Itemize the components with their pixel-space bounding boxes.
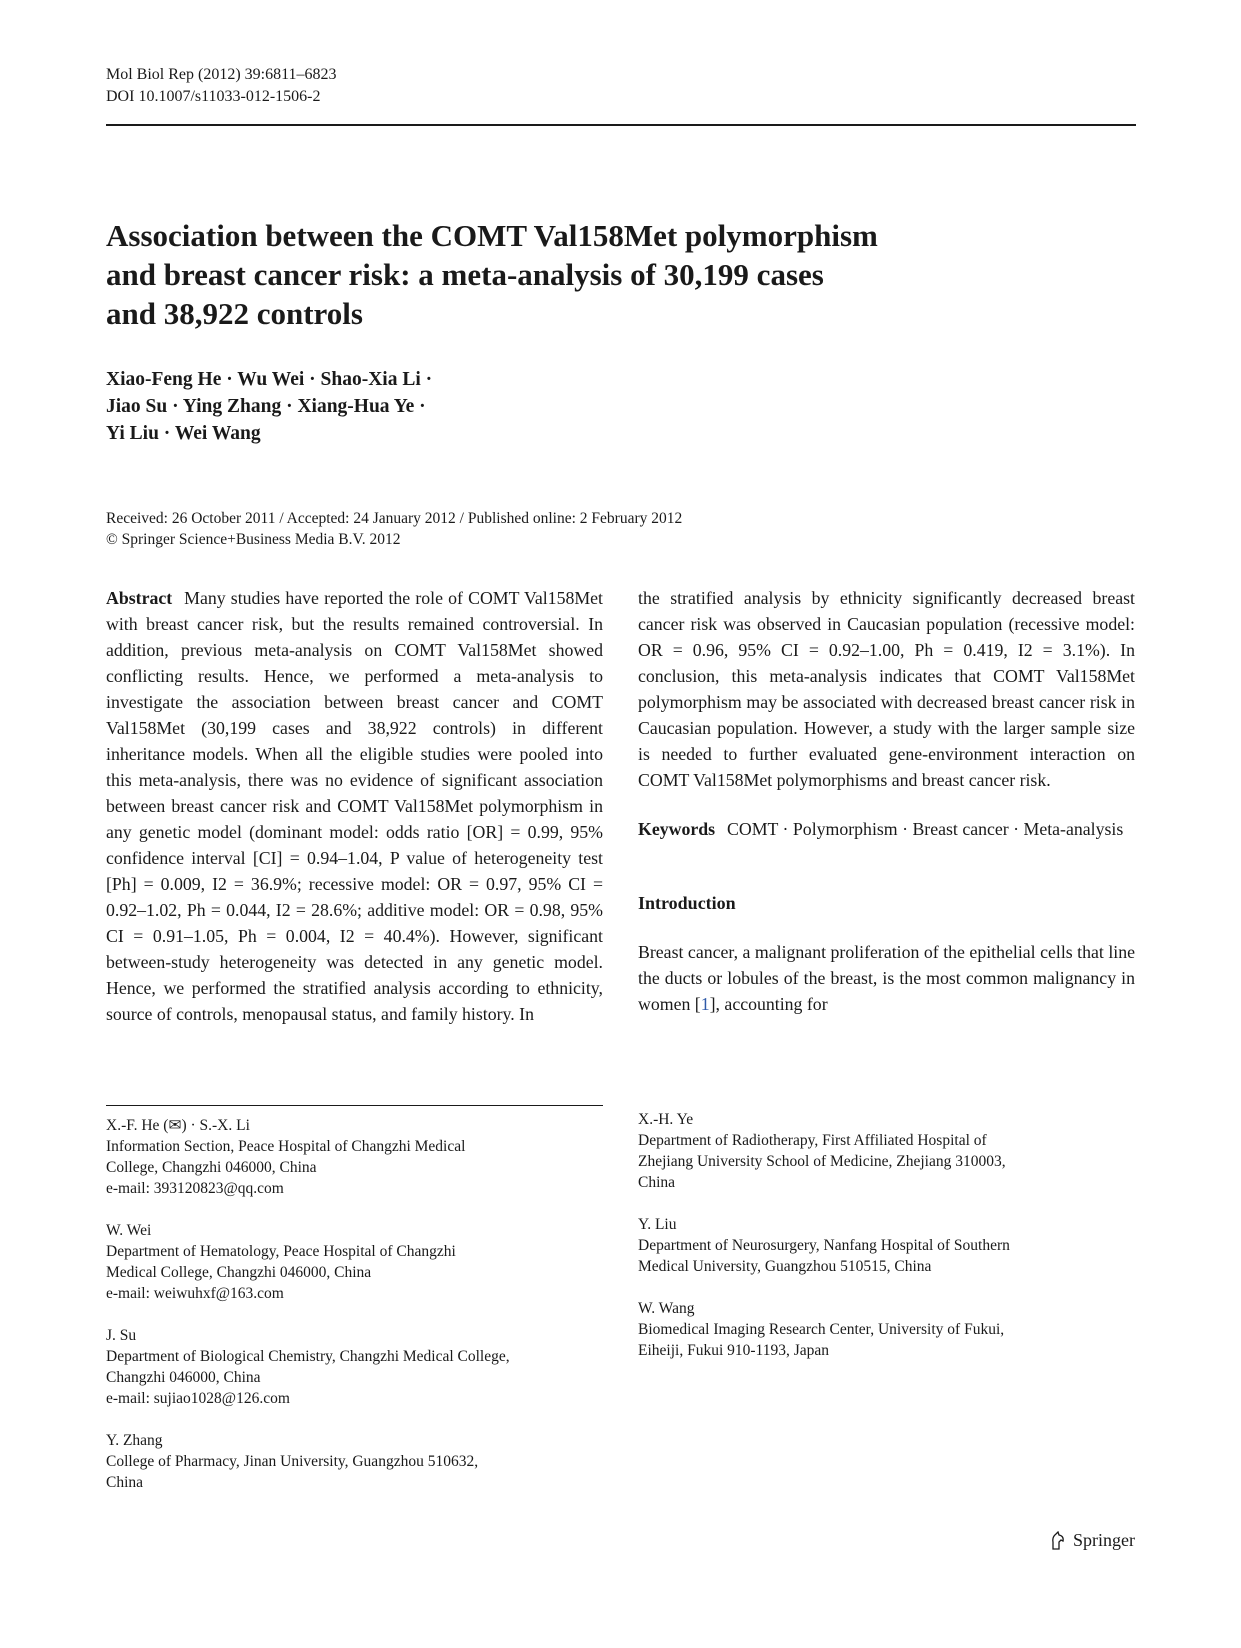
affiliation [106, 1325, 606, 1409]
abstract-continuation: the stratified analysis by ethnicity significantly decreased breast cancer risk was observed in Caucasian population (recessive model: OR = 0.96, 95% CI = 0.92–1.00, Ph = 0.419, I2 = 3.1%). In conclusion, this meta-analysis indicates that COMT Val158Met polymorphism may be associated with decreased breast cancer risk in Caucasian population. However, a study with the larger sample size is needed to further evaluated gene-environment interaction on COMT Val158Met polymorphisms and breast cancer risk. [638, 588, 1135, 790]
affiliation-line: Department of Biological Chemistry, Changzhi Medical College, [106, 1348, 510, 1365]
affiliation-name: X.-H. Ye [638, 1111, 694, 1128]
affiliation-line: Biomedical Imaging Research Center, University of Fukui, [638, 1321, 1005, 1338]
author-line: Xiao-Feng He · Wu Wei · Shao-Xia Li · [106, 369, 433, 390]
footnote-rule [106, 1105, 603, 1106]
affiliation-name: W. Wei [106, 1222, 152, 1239]
affiliation-line: China [106, 1474, 144, 1491]
doi: DOI 10.1007/s11033-012-1506-2 [106, 88, 321, 105]
affiliation-name: Y. Liu [638, 1216, 677, 1233]
email-link[interactable]: e-mail: sujiao1028@126.com [106, 1390, 290, 1407]
affiliation-line: Eiheiji, Fukui 910-1193, Japan [638, 1342, 830, 1359]
keywords-label: Keywords [638, 819, 716, 839]
springer-horse-icon [1049, 1531, 1067, 1551]
title-line: and breast cancer risk: a meta-analysis of 30,199 cases [106, 257, 824, 292]
affiliation [638, 1214, 1138, 1277]
affiliation-name: J. Su [106, 1327, 137, 1344]
introduction-text [638, 939, 1135, 1017]
affiliation-line: Information Section, Peace Hospital of Changzhi Medical [106, 1138, 466, 1155]
email-link[interactable]: e-mail: weiwuhxf@163.com [106, 1285, 284, 1302]
affiliation [106, 1115, 606, 1199]
article-title [106, 216, 1006, 333]
journal-citation: Mol Biol Rep (2012) 39:6811–6823 [106, 66, 337, 83]
title-line: and 38,922 controls [106, 296, 363, 331]
affiliation [638, 1109, 1138, 1193]
affiliation-name: X.-F. He (✉) · S.-X. Li [106, 1117, 250, 1134]
introduction-heading: Introduction [638, 893, 736, 913]
affiliation [638, 1298, 1138, 1361]
affiliation-line: Medical College, Changzhi 046000, China [106, 1264, 372, 1281]
affiliation [106, 1220, 606, 1304]
affiliations-right [638, 1109, 1138, 1382]
author-line: Jiao Su · Ying Zhang · Xiang-Hua Ye · [106, 396, 426, 417]
right-column [638, 585, 1135, 1017]
title-line: Association between the COMT Val158Met polymorphism [106, 218, 878, 253]
author-list [106, 366, 432, 447]
affiliation-line: College, Changzhi 046000, China [106, 1159, 317, 1176]
affiliation [106, 1430, 606, 1493]
publisher-logo [1049, 1530, 1135, 1551]
affiliation-line: Zhejiang University School of Medicine, Zhejiang 310003, [638, 1153, 1006, 1170]
abstract-label: Abstract [106, 588, 173, 608]
abstract-text: Many studies have reported the role of COMT Val158Met with breast cancer risk, but the results remained controversial. In addition, previous meta-analysis on COMT Val158Met showed conflicting results. Hence, we performed a meta-analysis to investigate the association between breast cancer and COMT Val158Met (30,199 cases and 38,922 controls) in different inheritance models. When all the eligible studies were pooled into this meta-analysis, there was no evidence of significant association between breast cancer risk and COMT Val158Met polymorphism in any genetic model (dominant model: odds ratio [OR] = 0.99, 95% confidence interval [CI] = 0.94–1.04, P value of heterogeneity test [Ph] = 0.009, I2 = 36.9%; recessive model: OR = 0.97, 95% CI = 0.92–1.02, Ph = 0.044, I2 = 28.6%; additive model: OR = 0.98, 95% CI = 0.91–1.05, Ph = 0.004, I2 = 40.4%). However, significant between-study heterogeneity was detected in any genetic model. Hence, we performed the stratified analysis according to ethnicity, source of controls, menopausal status, and family history. In [106, 588, 603, 1024]
affiliation-line: College of Pharmacy, Jinan University, Guangzhou 510632, [106, 1453, 479, 1470]
affiliation-line: China [638, 1174, 676, 1191]
abstract-left-column [106, 585, 603, 1027]
author-line: Yi Liu · Wei Wang [106, 423, 261, 444]
publisher-name: Springer [1073, 1530, 1135, 1550]
affiliation-name: W. Wang [638, 1300, 695, 1317]
header-rule [106, 124, 1136, 126]
email-link[interactable]: e-mail: 393120823@qq.com [106, 1180, 284, 1197]
affiliation-line: Changzhi 046000, China [106, 1369, 261, 1386]
citation-link[interactable]: 1 [700, 994, 710, 1014]
intro-text: Breast cancer, a malignant proliferation of the epithelial cells that line the ducts or lobules of the breast, is the most common malignancy in women [ [638, 942, 1135, 1014]
affiliation-line: Medical University, Guangzhou 510515, China [638, 1258, 932, 1275]
affiliations-left [106, 1115, 606, 1514]
keywords [638, 816, 1135, 842]
publication-history [106, 508, 682, 550]
affiliation-name: Y. Zhang [106, 1432, 163, 1449]
journal-header [106, 64, 337, 108]
affiliation-line: Department of Radiotherapy, First Affiliated Hospital of [638, 1132, 987, 1149]
affiliation-line: Department of Hematology, Peace Hospital of Changzhi [106, 1243, 456, 1260]
affiliation-line: Department of Neurosurgery, Nanfang Hospital of Southern [638, 1237, 1010, 1254]
keywords-text: COMT · Polymorphism · Breast cancer · Meta-analysis [727, 819, 1124, 839]
intro-text: ], accounting for [709, 994, 828, 1014]
received-accepted-dates: Received: 26 October 2011 / Accepted: 24 January 2012 / Published online: 2 February 2012 [106, 510, 683, 527]
copyright-notice: © Springer Science+Business Media B.V. 2012 [106, 531, 401, 548]
